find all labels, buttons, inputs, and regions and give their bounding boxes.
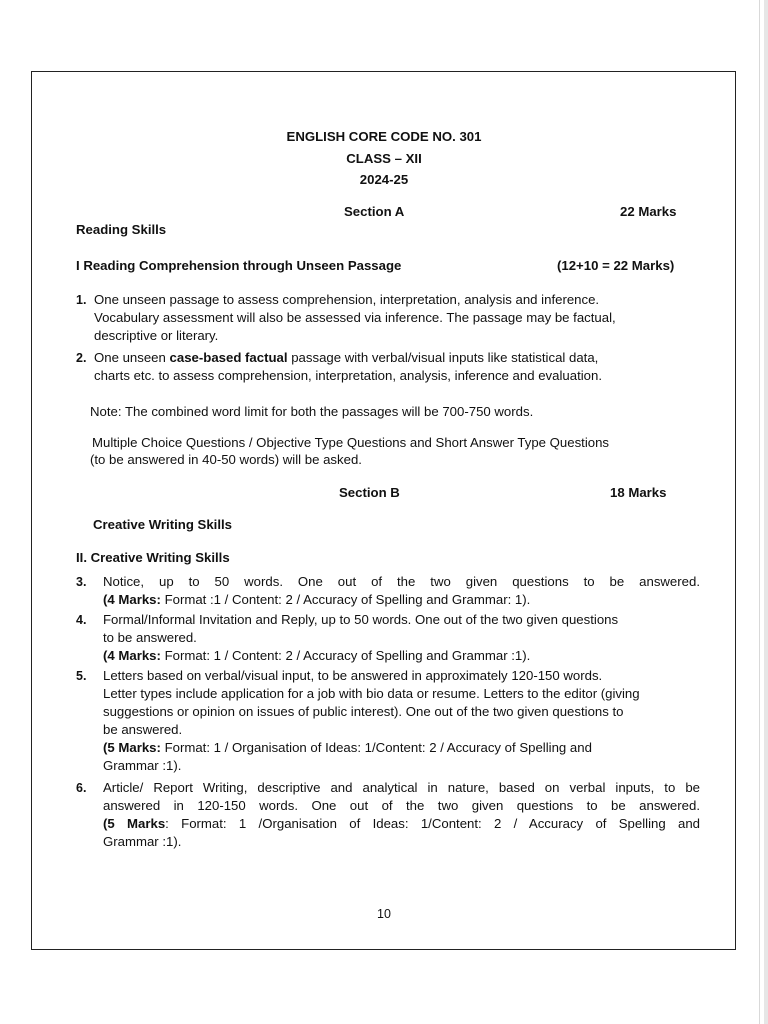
section-a-label: Section A [344,204,405,219]
item-marks [103,591,700,609]
section-b-marks: 18 Marks [610,485,667,500]
word-limit-note: Note: The combined word limit for both the passages will be 700-750 words. [90,404,534,419]
item-number: 3. [76,575,87,589]
item-number: 1. [76,293,87,307]
question-type-note: (to be answered in 40-50 words) will be asked. [90,452,362,467]
session-year: 2024-25 [359,172,409,187]
item-text [94,349,602,367]
item-text-part: One unseen [94,350,170,365]
item-text: Formal/Informal Invitation and Reply, up to 50 words. One out of the two given questions [103,612,619,627]
item-marks-tail: Grammar :1). [103,834,182,849]
marks-label: (4 Marks: [103,592,161,607]
item-text: Letters based on verbal/visual input, to be answered in approximately 120-150 words. [103,668,603,683]
marks-label: (5 Marks [103,816,166,831]
section-b-label: Section B [339,485,400,500]
item-text: Vocabulary assessment will also be assessed via inference. The passage may be factual, [94,310,616,325]
item-number: 2. [76,351,87,365]
item-text: suggestions or opinion on issues of public interest). One out of the two given questions to [103,704,624,719]
item-marks [103,739,700,757]
item-text: Notice, up to 50 words. One out of the two given questions to be answered. [103,574,700,589]
marks-label: (5 Marks: [103,740,161,755]
section-a-marks: 22 Marks [620,204,677,219]
marks-label: (4 Marks: [103,648,161,663]
page-number: 10 [377,907,391,921]
class-label: CLASS – XII [346,151,422,166]
item-emphasis: case-based factual [169,350,288,365]
reading-skills-heading: Reading Skills [76,222,167,237]
reading-comprehension-marks: (12+10 = 22 Marks) [557,258,675,273]
item-marks [103,815,700,833]
item-text: to be answered. [103,630,197,645]
item-number: 6. [76,781,87,795]
item-text: Article/ Report Writing, descriptive and analytical in nature, based on verbal inputs, to be [103,780,700,795]
marks-breakdown: Format :1 / Content: 2 / Accuracy of Spelling and Grammar: 1). [160,592,531,607]
creative-writing-subheading: II. Creative Writing Skills [76,550,230,565]
item-text: Letter types include application for a job with bio data or resume. Letters to the editor (giving [103,686,640,701]
document-title: ENGLISH CORE CODE NO. 301 [286,129,482,144]
item-text: charts etc. to assess comprehension, interpretation, analysis, inference and evaluation. [94,368,603,383]
item-number: 4. [76,613,87,627]
item-text: answered in 120-150 words. One out of the two given questions to be answered. [103,798,700,813]
marks-breakdown: Format: 1 / Content: 2 / Accuracy of Spelling and Grammar :1). [160,648,531,663]
item-marks-tail: Grammar :1). [103,758,182,773]
marks-breakdown: : Format: 1 /Organisation of Ideas: 1/Content: 2 / Accuracy of Spelling and [165,816,701,831]
item-text: be answered. [103,722,183,737]
item-text: One unseen passage to assess comprehension, interpretation, analysis and inference. [94,292,600,307]
reading-comprehension-heading: I Reading Comprehension through Unseen Passage [76,258,402,273]
item-marks [103,647,700,665]
item-number: 5. [76,669,87,683]
item-text: descriptive or literary. [94,328,219,343]
marks-breakdown: Format: 1 / Organisation of Ideas: 1/Content: 2 / Accuracy of Spelling and [160,740,592,755]
creative-writing-heading: Creative Writing Skills [93,517,233,532]
question-type-note: Multiple Choice Questions / Objective Type Questions and Short Answer Type Questions [92,435,610,450]
item-text-part: passage with verbal/visual inputs like statistical data, [287,350,599,365]
